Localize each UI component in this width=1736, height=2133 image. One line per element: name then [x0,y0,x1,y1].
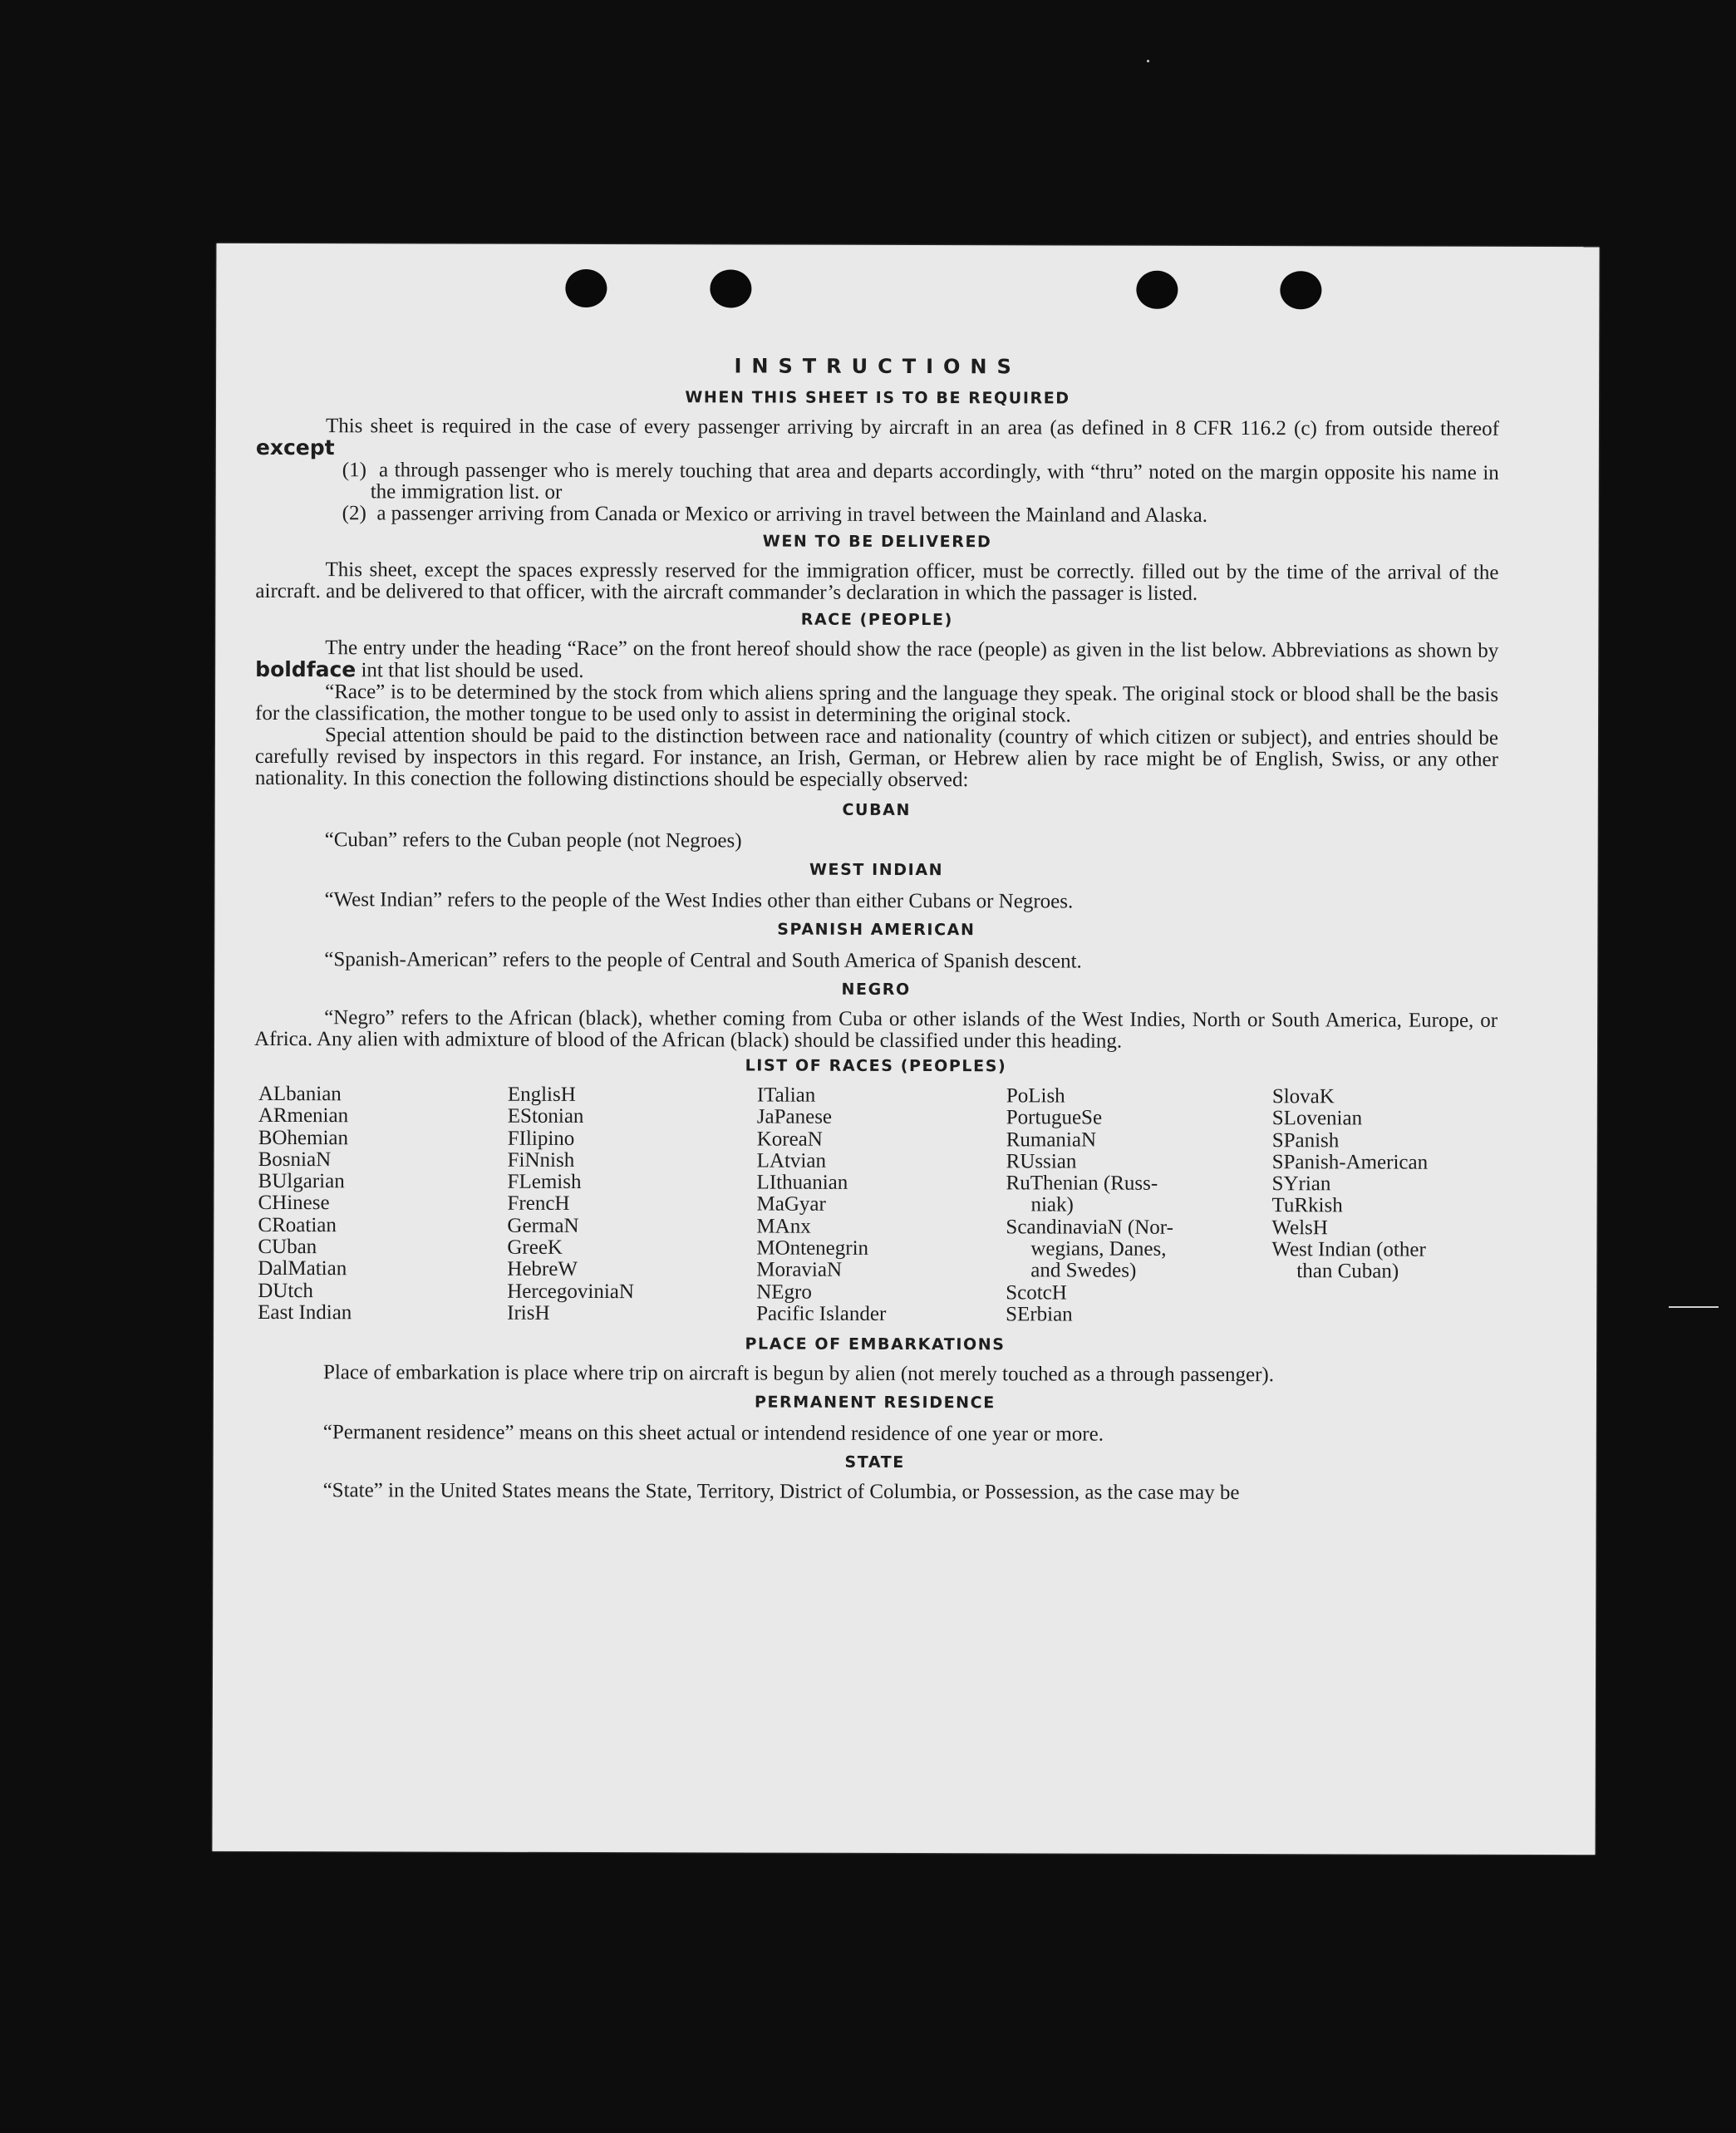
spanish-american-text: “Spanish-American” refers to the people of Central and South America of Spanish descent. [324,948,1082,973]
race-item: ScotcH [1006,1280,1067,1305]
section-heading-cuban: CUBAN [842,800,912,820]
delivered-text: This sheet, except the spaces expressly reserved for the immigration officer, must be correctly. filled out by the time of the arrival of the aircraft. and be delivered to that officer, with the aircraft commander’s declaration in which the passager is listed. [255,558,1499,605]
section-heading-residence: PERMANENT RESIDENCE [754,1393,996,1413]
races-column [1271,1086,1502,1327]
race-item: CUban [258,1236,317,1259]
race-item: DUtch [258,1279,313,1302]
race-item: Pacific Islander [756,1302,887,1325]
race-item: NEgro [756,1280,812,1304]
race-item-continued: niak) [1030,1193,1074,1217]
section-heading-west-indian: WEST INDIAN [809,860,944,880]
scan-speck [1669,1306,1719,1308]
race-item: GermaN [507,1214,579,1237]
punch-hole [1280,271,1321,309]
cuban-text: “Cuban” refers to the Cuban people (not Negroes) [324,828,742,853]
races-column [1006,1085,1272,1326]
race-item: LIthuanian [756,1171,848,1195]
west-indian-text: “West Indian” refers to the people of the West Indies other than either Cubans or Negroes. [324,888,1074,913]
race-item: MoraviaN [756,1258,843,1282]
required-intro: This sheet is required in the case of every passenger arriving by aircraft in an area (as defined in 8 CFR 116.2 (c) from outside thereof except [255,415,1499,460]
race-item: SLovenian [1271,1107,1363,1130]
section-heading-state: STATE [844,1453,905,1472]
race-item: PortugueSe [1006,1106,1103,1129]
race-item: MOntenegrin [756,1236,869,1260]
race-item: SYrian [1271,1172,1331,1196]
negro-text: “Negro” refers to the African (black), whether coming from Cuba or other islands of the West Indies, North or South America, Europe, or Africa. Any alien with admixture of blood of the African (black) should be classified under this heading. [253,1006,1498,1053]
embarkation-text: Place of embarkation is place where trip on aircraft is begun by alien (not merely touched as a through passenger). [322,1361,1275,1387]
race-item: East Indian [258,1300,352,1325]
race-item-continued: and Swedes) [1030,1259,1137,1283]
required-item-1: (1) a through passenger who is merely touching that area and departs accordingly, with “thru” noted on the margin opposite his name in the immigration list. or [342,459,1499,504]
race-item: CHinese [258,1192,330,1215]
race-item: KoreaN [756,1128,823,1151]
race-paragraph-3: Special attention should be paid to the distinction between race and nationality (country of which citizen or subject), and entries should be carefully revised by inspectors in this regard. For instance, an Irish, German, or Hebrew alien by race might be of English, Swiss, or any other nationality. In this conection the following distinctions should be especially observed: [254,724,1499,792]
race-item: RUssian [1006,1150,1077,1173]
required-item-2: (2) a passenger arriving from Canada or Mexico or arriving in travel between the Mainland and Alaska. [342,502,1208,527]
race-paragraph-1: The entry under the heading “Race” on the front hereof should show the race (people) as given in the list below. Abbreviations as shown by boldface int that list should be used. [255,636,1499,682]
race-item: ITalian [756,1084,816,1107]
section-heading-negro: NEGRO [841,980,911,1000]
race-item: ScandinaviaN (Nor- [1006,1216,1173,1239]
race-item: FiNnish [507,1148,575,1172]
race-item: SlovaK [1271,1085,1335,1108]
state-text: “State” in the United States means the State, Territory, District of Columbia, or Possession, as the case may be [322,1479,1240,1505]
race-item: FIlipino [507,1127,575,1150]
race-item: IrisH [507,1301,550,1325]
race-item: CRoatian [258,1213,337,1236]
page-title: INSTRUCTIONS [734,354,1021,379]
race-item: BUlgarian [258,1170,345,1193]
race-item: MAnx [756,1215,811,1238]
race-item: HebreW [507,1258,578,1281]
race-item: EnglisH [507,1083,576,1106]
race-item: MaGyar [756,1193,826,1216]
race-item: BosniaN [258,1148,332,1172]
section-heading-list-of-races: LIST OF RACES (PEOPLES) [745,1056,1007,1076]
race-item: FLemish [507,1170,582,1194]
races-column [507,1084,757,1325]
race-item: West Indian (other [1271,1238,1426,1261]
boldface-word: boldface [255,656,357,682]
section-heading-spanish-american: SPANISH AMERICAN [777,920,976,940]
section-heading-required: WHEN THIS SHEET IS TO BE REQUIRED [685,388,1070,408]
race-item: ARmenian [258,1104,349,1128]
races-column [258,1084,508,1325]
race-item: RuThenian (Russ- [1006,1172,1158,1195]
race-item: EStonian [507,1105,584,1128]
punch-hole [565,269,607,307]
section-heading-delivered: WEN TO BE DELIVERED [762,532,992,552]
residence-text: “Permanent residence” means on this sheet actual or intendend residence of one year or more. [322,1421,1104,1446]
scan-speck [1147,60,1149,62]
races-column [756,1085,1006,1326]
race-item: SErbian [1006,1303,1073,1326]
punch-hole [1136,271,1178,309]
race-item-continued: than Cuban) [1296,1260,1399,1283]
race-item: WelsH [1271,1216,1328,1240]
race-item: PoLish [1006,1084,1065,1108]
section-heading-embarkation: PLACE OF EMBARKATIONS [745,1334,1006,1354]
section-heading-race: RACE (PEOPLE) [800,610,953,630]
race-item: DalMatian [258,1257,347,1280]
race-item: GreeK [507,1236,563,1259]
race-item-continued: wegians, Danes, [1030,1237,1167,1261]
race-item: JaPanese [756,1105,833,1129]
race-paragraph-2: “Race” is to be determined by the stock from which aliens spring and the language they speak. The original stock or blood shall be the basis for the classification, the mother tongue to be used only to assist in determining the original stock. [255,681,1499,727]
race-item: SPanish [1271,1128,1340,1152]
punch-hole [710,269,751,307]
races-list [258,1084,1497,1327]
race-item: LAtvian [756,1149,827,1172]
race-item: BOhemian [258,1126,349,1149]
instruction-sheet [212,243,1599,1855]
except-bold: except [255,435,335,460]
race-item: ALbanian [258,1082,342,1106]
race-item: SPanish-American [1271,1151,1429,1174]
document-body [253,354,1500,1505]
race-item: TuRkish [1271,1194,1343,1217]
race-item: HercegoviniaN [507,1280,634,1303]
race-item: RumaniaN [1006,1128,1097,1152]
race-item: FrencH [507,1192,570,1216]
